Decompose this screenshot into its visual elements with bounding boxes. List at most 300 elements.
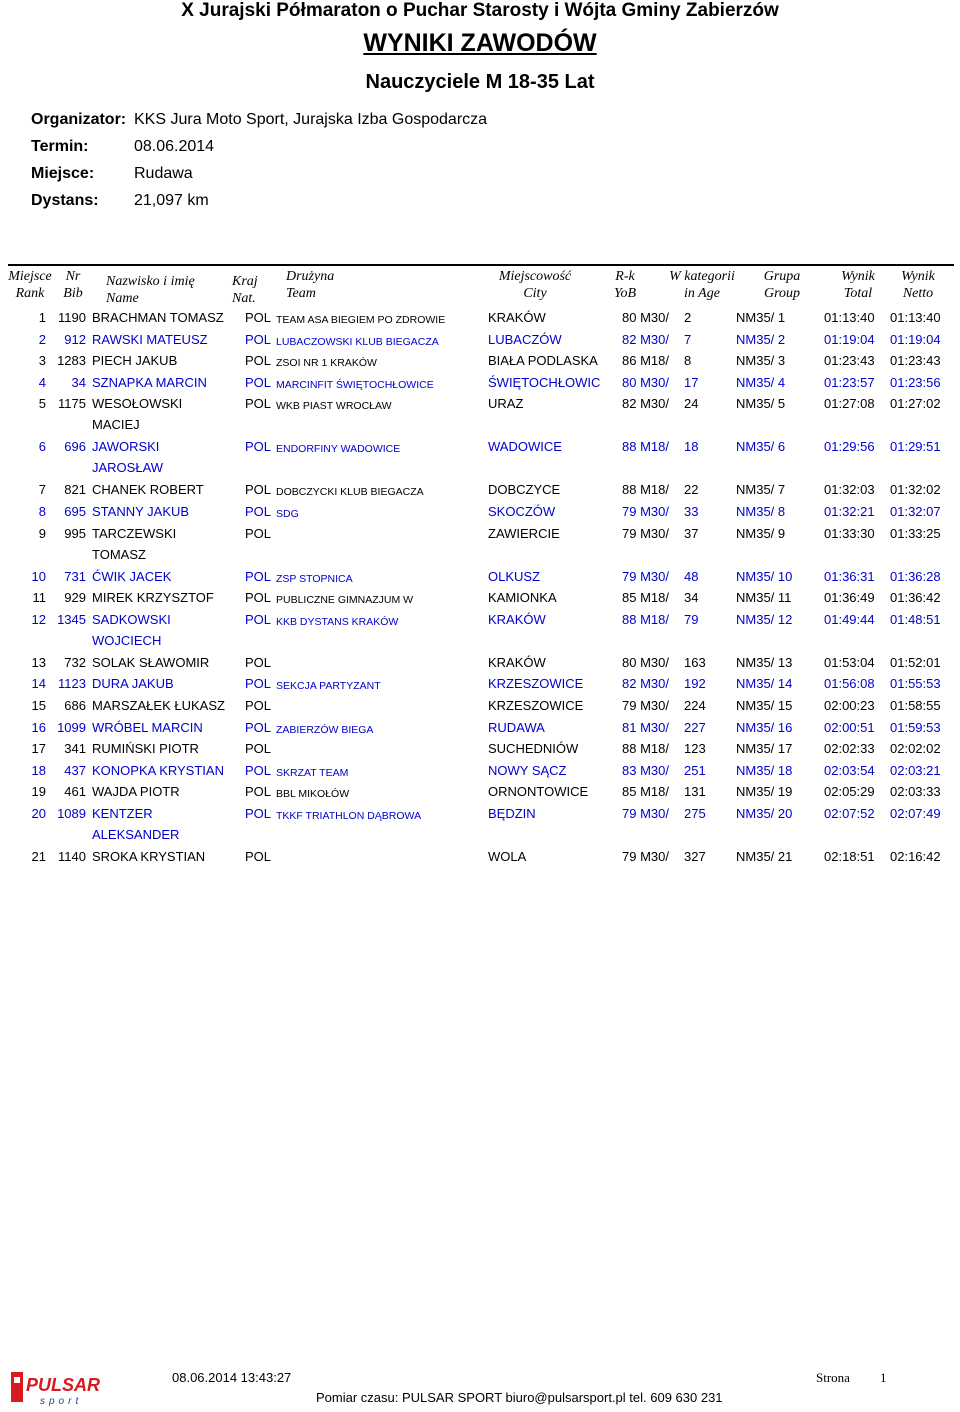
cell-grp: NM35/ 7	[736, 482, 786, 498]
page-number: 1	[880, 1370, 887, 1385]
cell-netto: 02:07:49	[890, 806, 941, 821]
cell-bib: 929	[64, 590, 86, 606]
cell-netto: 01:52:01	[890, 654, 941, 670]
col-netto-en: Netto	[902, 286, 934, 301]
table-row	[0, 503, 960, 521]
cell-cat: 17	[684, 374, 699, 390]
cell-rk: 88 M18/	[622, 611, 669, 627]
cell-bib: 732	[64, 654, 86, 670]
cell-team: WKB PIAST WROCŁAW	[276, 400, 392, 413]
cell-name: MARSZAŁEK ŁUKASZ	[92, 698, 225, 713]
cell-rk: 81 M30/	[622, 719, 669, 735]
cell-nat: POL	[245, 590, 272, 606]
cell-cat: 24	[684, 396, 699, 412]
place-label: Miejsce:	[31, 165, 95, 182]
cell-name-second-line: MACIEJ	[92, 417, 140, 433]
cell-bib: 821	[64, 482, 86, 498]
cell-name-second-line: ALEKSANDER	[92, 827, 180, 842]
table-row	[0, 589, 960, 607]
table-row	[0, 309, 960, 327]
cell-rk: 80 M30/	[622, 374, 669, 390]
cell-netto: 01:32:02	[890, 482, 941, 498]
cell-city: SUCHEDNIÓW	[488, 741, 579, 757]
distance-value: 21,097 km	[134, 192, 209, 209]
cell-nat: POL	[245, 396, 272, 412]
cell-team: ZSP STOPNICA	[276, 572, 353, 585]
cell-netto: 01:48:51	[890, 611, 941, 627]
cell-name: KONOPKA KRYSTIAN	[92, 762, 224, 778]
cell-city: URAZ	[488, 396, 524, 412]
cell-rank: 14	[31, 676, 46, 692]
cell-cat: 227	[684, 719, 706, 735]
cell-total: 01:33:30	[824, 525, 875, 541]
cell-rk: 82 M30/	[622, 331, 669, 347]
cell-total: 02:02:33	[824, 741, 875, 757]
cell-cat: 123	[684, 741, 706, 757]
event-title: X Jurajski Półmaraton o Puchar Starosty i Wójta Gminy Zabierzów	[181, 0, 779, 21]
cell-city: BĘDZIN	[488, 806, 536, 821]
cell-rank: 17	[31, 741, 46, 757]
cell-total: 01:23:57	[824, 374, 875, 390]
cell-team: LUBACZOWSKI KLUB BIEGACZA	[276, 335, 439, 348]
cell-city: KRZESZOWICE	[488, 698, 584, 713]
cell-nat: POL	[245, 654, 272, 670]
cell-netto: 02:02:02	[890, 741, 941, 757]
cell-total: 02:00:51	[824, 719, 875, 735]
cell-bib: 695	[64, 504, 86, 519]
cell-nat: POL	[245, 310, 272, 325]
cell-cat: 131	[684, 784, 706, 800]
cell-rank: 15	[31, 698, 46, 713]
cell-grp: NM35/ 9	[736, 525, 786, 541]
cell-city: DOBCZYCE	[488, 482, 561, 498]
cell-name: WAJDA PIOTR	[92, 784, 180, 800]
timing-credit: Pomiar czasu: PULSAR SPORT biuro@pulsarsport.pl tel. 609 630 231	[316, 1390, 723, 1405]
cell-nat: POL	[245, 374, 272, 390]
table-row	[0, 611, 960, 648]
cell-team: SEKCJA PARTYZANT	[276, 680, 381, 693]
cell-netto: 01:27:02	[890, 396, 941, 412]
cell-rank: 10	[31, 568, 46, 584]
cell-city: ŚWIĘTOCHŁOWIC	[488, 374, 601, 390]
pulsar-sport-logo	[10, 1369, 112, 1407]
cell-bib: 1089	[57, 806, 86, 821]
cell-grp: NM35/ 16	[736, 719, 793, 735]
cell-rank: 16	[31, 719, 46, 735]
cell-rank: 7	[38, 482, 46, 498]
place-value: Rudawa	[134, 165, 193, 182]
cell-rk: 79 M30/	[622, 806, 669, 821]
cell-rank: 12	[31, 611, 46, 627]
col-team-en: Team	[286, 286, 316, 301]
cell-city: WADOWICE	[488, 439, 562, 455]
cell-rk: 82 M30/	[622, 676, 669, 692]
cell-cat: 327	[684, 849, 706, 864]
cell-team: ENDORFINY WADOWICE	[276, 443, 401, 456]
col-bib-pl: Nr	[65, 269, 81, 284]
cell-city: ZAWIERCIE	[488, 525, 560, 541]
cell-bib: 696	[64, 439, 86, 455]
col-name-pl: Nazwisko i imię	[106, 274, 195, 289]
cell-cat: 163	[684, 654, 706, 670]
cell-rk: 79 M30/	[622, 849, 669, 864]
col-group-header	[752, 268, 812, 302]
distance-label: Dystans:	[31, 192, 99, 209]
cell-city: WOLA	[488, 849, 527, 864]
cell-bib: 912	[64, 331, 86, 347]
cell-team: TKKF TRIATHLON DĄBROWA	[276, 810, 422, 822]
cell-team: BBL MIKOŁÓW	[276, 788, 350, 801]
cell-cat: 37	[684, 525, 699, 541]
cell-team: KKB DYSTANS KRAKÓW	[276, 615, 399, 628]
cell-grp: NM35/ 17	[736, 741, 793, 757]
cell-name: WRÓBEL MARCIN	[92, 719, 203, 735]
table-row	[0, 719, 960, 737]
cell-grp: NM35/ 4	[736, 374, 786, 390]
cell-cat: 224	[684, 698, 706, 713]
page-title: WYNIKI ZAWODÓW	[363, 29, 597, 57]
cell-cat: 192	[684, 676, 706, 692]
col-bib-header	[58, 268, 88, 302]
cell-bib: 995	[64, 525, 86, 541]
col-nat-header	[232, 273, 258, 307]
cell-rank: 4	[38, 374, 46, 390]
cell-city: SKOCZÓW	[488, 504, 556, 519]
cell-grp: NM35/ 11	[736, 590, 792, 606]
cell-total: 01:32:21	[824, 504, 875, 519]
cell-rank: 20	[31, 806, 46, 821]
cell-rk: 79 M30/	[622, 504, 669, 519]
cell-city: KAMIONKA	[488, 590, 557, 606]
cell-bib: 1175	[58, 396, 86, 412]
cell-total: 01:23:43	[824, 353, 875, 369]
cell-city: NOWY SĄCZ	[488, 762, 567, 778]
cell-team: SKRZAT TEAM	[276, 766, 349, 779]
cell-netto: 01:59:53	[890, 719, 941, 735]
cell-nat: POL	[245, 676, 272, 692]
col-group-pl: Grupa	[763, 269, 801, 284]
cell-total: 02:00:23	[824, 698, 875, 713]
cell-netto: 02:16:42	[890, 849, 941, 864]
cell-rk: 88 M18/	[622, 439, 669, 455]
cell-nat: POL	[245, 741, 272, 757]
col-nat-en: Nat.	[232, 291, 256, 306]
cell-grp: NM35/ 15	[736, 698, 793, 713]
cell-team: PUBLICZNE GIMNAZJUM W	[276, 594, 414, 607]
cell-name: TARCZEWSKI	[92, 525, 177, 541]
cell-name: MIREK KRZYSZTOF	[92, 590, 214, 606]
table-row	[0, 762, 960, 780]
cell-name-second-line: JAROSŁAW	[92, 460, 164, 476]
col-cat-header	[662, 268, 742, 302]
cell-grp: NM35/ 6	[736, 439, 786, 455]
cell-netto: 01:33:25	[890, 525, 941, 541]
cell-nat: POL	[245, 331, 272, 347]
cell-grp: NM35/ 3	[736, 353, 786, 369]
col-yob-header	[600, 268, 650, 302]
cell-cat: 34	[684, 590, 699, 606]
cell-name-second-line: TOMASZ	[92, 546, 146, 562]
cell-nat: POL	[245, 525, 272, 541]
cell-grp: NM35/ 10	[736, 568, 793, 584]
cell-team: ZSOI NR 1 KRAKÓW	[276, 357, 377, 370]
cell-name: SZNAPKA MARCIN	[92, 374, 207, 390]
cell-total: 01:56:08	[824, 676, 875, 692]
cell-rk: 80 M30/	[622, 654, 669, 670]
cell-grp: NM35/ 8	[736, 504, 786, 519]
cell-grp: NM35/ 13	[736, 654, 793, 670]
table-row	[0, 783, 960, 801]
cell-team: SDG	[276, 508, 299, 520]
col-city-header	[480, 268, 590, 302]
col-netto-pl: Wynik	[901, 269, 935, 284]
cell-bib: 1283	[57, 353, 86, 369]
table-row	[0, 481, 960, 499]
cell-total: 01:19:04	[824, 331, 875, 347]
cell-rk: 79 M30/	[622, 568, 669, 584]
cell-nat: POL	[245, 353, 272, 369]
col-team-header	[286, 268, 334, 302]
cell-grp: NM35/ 18	[736, 762, 793, 778]
cell-city: KRAKÓW	[488, 611, 546, 627]
cell-netto: 01:36:42	[890, 590, 941, 606]
cell-name: PIECH JAKUB	[92, 353, 178, 369]
cell-total: 01:49:44	[824, 611, 875, 627]
cell-bib: 1190	[58, 310, 86, 325]
col-nat-pl: Kraj	[232, 274, 258, 289]
table-row	[0, 352, 960, 370]
cell-total: 01:27:08	[824, 396, 875, 412]
cell-nat: POL	[245, 568, 272, 584]
cell-total: 02:07:52	[824, 806, 875, 821]
cell-cat: 22	[684, 482, 699, 498]
cell-grp: NM35/ 20	[736, 806, 793, 821]
cell-bib: 1099	[57, 719, 86, 735]
pulsar-logo-graphic	[10, 1369, 112, 1407]
table-row	[0, 675, 960, 693]
cell-bib: 34	[71, 374, 86, 390]
cell-name: RAWSKI MATEUSZ	[92, 331, 208, 347]
cell-city: KRAKÓW	[488, 310, 546, 325]
table-row	[0, 525, 960, 562]
cell-rank: 3	[38, 353, 46, 369]
cell-bib: 1123	[58, 676, 86, 692]
cell-netto: 01:32:07	[890, 504, 941, 519]
cell-nat: POL	[245, 806, 272, 821]
category-title: Nauczyciele M 18-35 Lat	[365, 71, 595, 93]
cell-city: KRZESZOWICE	[488, 676, 584, 692]
cell-city: BIAŁA PODLASKA	[488, 353, 598, 369]
cell-netto: 01:23:43	[890, 353, 941, 369]
date-label: Termin:	[31, 138, 89, 155]
cell-nat: POL	[245, 698, 272, 713]
cell-total: 01:29:56	[824, 439, 875, 455]
cell-cat: 33	[684, 504, 699, 519]
cell-team: TEAM ASA BIEGIEM PO ZDROWIE	[276, 314, 446, 326]
table-row	[0, 568, 960, 586]
print-timestamp: 08.06.2014 13:43:27	[172, 1370, 292, 1385]
table-row	[0, 374, 960, 392]
cell-total: 02:18:51	[824, 849, 875, 864]
cell-rank: 18	[31, 762, 46, 778]
cell-name: SOLAK SŁAWOMIR	[92, 654, 210, 670]
table-row	[0, 654, 960, 672]
cell-cat: 275	[684, 806, 706, 821]
cell-rank: 8	[38, 504, 46, 519]
cell-total: 01:13:40	[824, 310, 875, 325]
logo-subtext: sport	[40, 1396, 83, 1407]
cell-rk: 79 M30/	[622, 525, 669, 541]
table-row	[0, 331, 960, 349]
cell-nat: POL	[245, 611, 272, 627]
cell-rk: 80 M30/	[622, 310, 669, 325]
cell-netto: 01:29:51	[890, 439, 941, 455]
cell-nat: POL	[245, 719, 272, 735]
cell-rk: 88 M18/	[622, 741, 669, 757]
cell-rank: 19	[31, 784, 46, 800]
cell-cat: 48	[684, 568, 699, 584]
cell-name: BRACHMAN TOMASZ	[92, 310, 224, 325]
cell-rank: 11	[32, 590, 46, 606]
cell-rank: 13	[31, 654, 46, 670]
col-cat-pl: W kategorii	[669, 269, 735, 284]
col-yob-pl: R-k	[615, 269, 635, 284]
cell-name: JAWORSKI	[92, 439, 160, 455]
cell-city: OLKUSZ	[488, 568, 541, 584]
cell-bib: 731	[64, 568, 86, 584]
cell-city: LUBACZÓW	[488, 331, 562, 347]
organizer-value: KKS Jura Moto Sport, Jurajska Izba Gospodarcza	[134, 111, 488, 128]
cell-total: 01:36:49	[824, 590, 875, 606]
cell-rk: 83 M30/	[622, 762, 669, 778]
cell-netto: 01:13:40	[890, 310, 941, 325]
cell-name: STANNY JAKUB	[92, 504, 190, 519]
col-total-header	[830, 268, 886, 302]
cell-rank: 5	[38, 396, 46, 412]
cell-city: RUDAWA	[488, 719, 545, 735]
cell-name: CHANEK ROBERT	[92, 482, 204, 498]
organizer-label: Organizator:	[31, 111, 127, 128]
cell-name: WESOŁOWSKI	[92, 396, 183, 412]
cell-rk: 85 M18/	[622, 784, 669, 800]
col-netto-header	[890, 268, 946, 302]
cell-grp: NM35/ 19	[736, 784, 793, 800]
cell-nat: POL	[245, 849, 272, 864]
cell-name: SROKA KRYSTIAN	[92, 849, 206, 864]
cell-netto: 01:23:56	[890, 374, 941, 390]
cell-bib: 437	[64, 762, 86, 778]
col-city-en: City	[523, 286, 547, 301]
cell-rank: 2	[38, 331, 46, 347]
table-row	[0, 697, 960, 715]
cell-netto: 02:03:21	[890, 762, 941, 778]
cell-name-second-line: WOJCIECH	[92, 632, 162, 648]
cell-total: 01:36:31	[824, 568, 875, 584]
cell-nat: POL	[245, 762, 272, 778]
cell-rank: 1	[38, 310, 46, 325]
cell-name: SADKOWSKI	[92, 611, 171, 627]
cell-cat: 8	[684, 353, 692, 369]
cell-bib: 341	[64, 741, 86, 757]
cell-grp: NM35/ 1	[736, 310, 786, 325]
table-row	[0, 848, 960, 866]
cell-rk: 82 M30/	[622, 396, 669, 412]
cell-netto: 01:36:28	[890, 568, 941, 584]
cell-cat: 79	[684, 611, 699, 627]
cell-name: ĆWIK JACEK	[92, 568, 172, 584]
date-value: 08.06.2014	[134, 138, 215, 155]
cell-grp: NM35/ 2	[736, 331, 786, 347]
cell-team: DOBCZYCKI KLUB BIEGACZA	[276, 486, 424, 499]
cell-nat: POL	[245, 504, 272, 519]
col-city-pl: Miejscowość	[498, 269, 572, 284]
logo-mark	[11, 1372, 23, 1402]
cell-total: 01:32:03	[824, 482, 875, 498]
cell-cat: 2	[684, 310, 692, 325]
col-group-en: Group	[763, 286, 801, 301]
col-total-pl: Wynik	[841, 269, 875, 284]
header-divider	[8, 264, 954, 266]
col-rank-pl: Miejsce	[8, 269, 52, 284]
col-name-en: Name	[106, 291, 139, 306]
cell-bib: 1345	[57, 611, 86, 627]
cell-nat: POL	[245, 482, 272, 498]
cell-rank: 9	[38, 525, 46, 541]
cell-nat: POL	[245, 439, 272, 455]
cell-cat: 7	[684, 331, 692, 347]
table-row	[0, 395, 960, 433]
cell-cat: 251	[684, 762, 706, 778]
table-row	[0, 740, 960, 758]
col-yob-en: YoB	[613, 286, 637, 301]
col-cat-en: in Age	[684, 286, 720, 301]
cell-name: KENTZER	[92, 806, 153, 821]
cell-team: MARCINFIT ŚWIĘTOCHŁOWICE	[276, 378, 434, 391]
cell-grp: NM35/ 14	[736, 676, 793, 692]
col-total-en: Total	[843, 286, 873, 301]
table-row	[0, 438, 960, 476]
cell-total: 01:53:04	[824, 654, 875, 670]
col-name-header	[106, 273, 195, 307]
logo-wordmark: PULSAR	[26, 1375, 101, 1395]
cell-netto: 01:58:55	[890, 698, 941, 713]
cell-grp: NM35/ 12	[736, 611, 793, 627]
cell-name: RUMIŃSKI PIOTR	[92, 741, 199, 757]
cell-bib: 686	[64, 698, 86, 713]
cell-netto: 01:55:53	[890, 676, 941, 692]
cell-bib: 1140	[58, 849, 86, 864]
cell-team: ZABIERZÓW BIEGA	[276, 723, 374, 736]
cell-name: DURA JAKUB	[92, 676, 174, 692]
cell-total: 02:03:54	[824, 762, 875, 778]
cell-rk: 85 M18/	[622, 590, 669, 606]
cell-city: ORNONTOWICE	[488, 784, 589, 800]
cell-grp: NM35/ 21	[736, 849, 793, 864]
cell-netto: 02:03:33	[890, 784, 941, 800]
cell-rk: 86 M18/	[622, 353, 669, 369]
table-row	[0, 805, 960, 842]
col-bib-en: Bib	[63, 286, 83, 301]
logo-mark-cutout	[14, 1377, 20, 1383]
cell-nat: POL	[245, 784, 272, 800]
col-rank-header	[4, 268, 56, 302]
cell-cat: 18	[684, 439, 699, 455]
page-label: Strona	[816, 1370, 850, 1385]
cell-city: KRAKÓW	[488, 654, 546, 670]
cell-total: 02:05:29	[824, 784, 875, 800]
col-team-pl: Drużyna	[286, 269, 335, 284]
cell-netto: 01:19:04	[890, 331, 941, 347]
